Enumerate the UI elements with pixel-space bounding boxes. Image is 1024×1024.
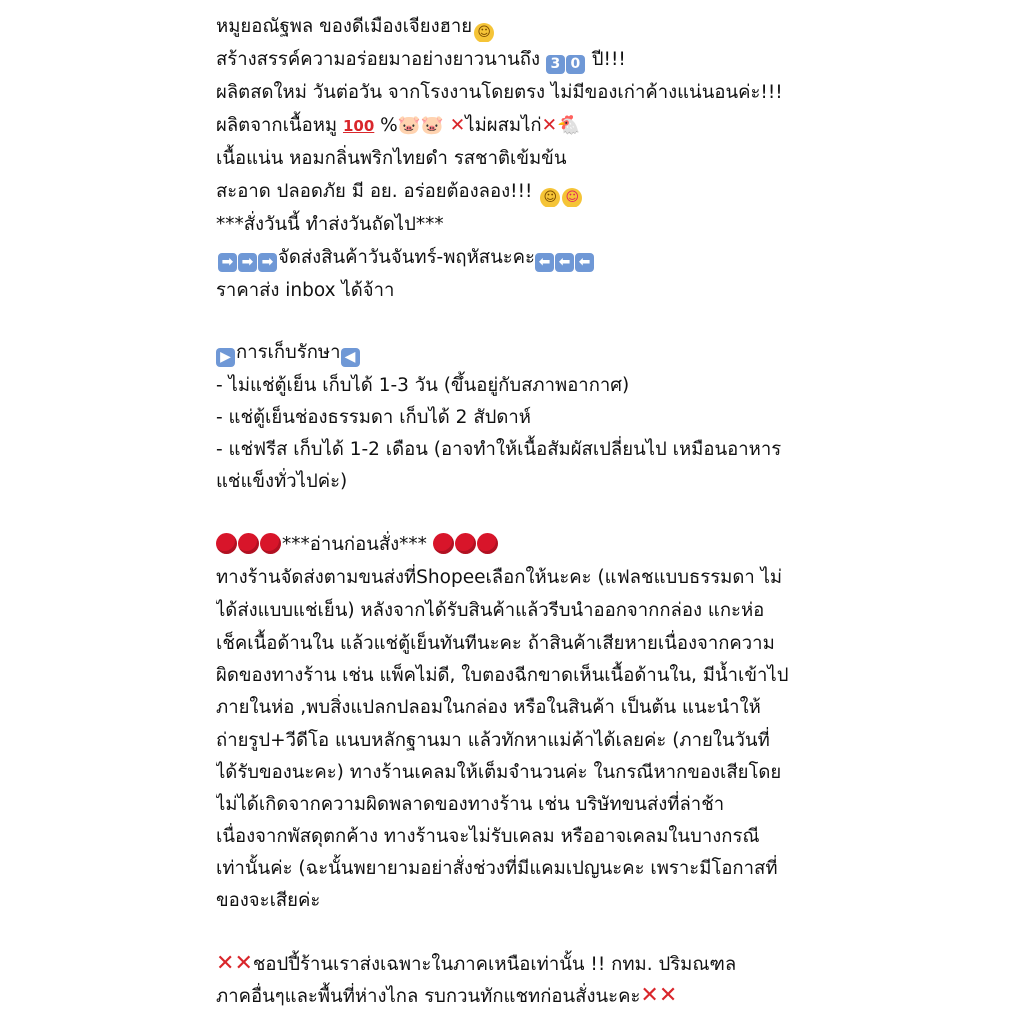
- policy-line: ได้ส่งแบบแช่เย็น) หลังจากได้รับสินค้าแล้วรีบนำออกจากกล่อง แกะห่อ: [216, 600, 765, 621]
- line-clean: [216, 177, 1016, 207]
- percent-text: %: [374, 115, 398, 136]
- storage-title: การเก็บรักษา: [236, 342, 341, 363]
- left-arrow-icon: ⬅: [575, 253, 594, 272]
- region-notice-text: ภาคอื่นๆและพื้นที่ห่างไกล รบกวนทักแชทก่อนสั่งนะคะ: [216, 986, 641, 1007]
- red-circle-icon: [238, 533, 259, 554]
- play-right-icon: ▶: [216, 348, 235, 367]
- clean-text: สะอาด ปลอดภัย มี อย. อร่อยต้องลอง!!!: [216, 181, 539, 202]
- heart-eyes-emoji-icon: ☺: [562, 188, 582, 207]
- storage-item-freezer: - แช่ฟรีส เก็บได้ 1-2 เดือน (อาจทำให้เนื้อสัมผัสเปลี่ยนไป เหมือนอาหาร: [216, 439, 782, 460]
- no-chicken-text: ไม่ผสมไก่: [465, 115, 542, 136]
- line-shipping-days: [218, 243, 1018, 273]
- yum-emoji-icon: ☺: [474, 23, 494, 42]
- digit-three-keycap-icon: 3: [546, 55, 565, 74]
- region-notice-line: [216, 949, 1016, 979]
- line-pork: [216, 111, 1016, 141]
- red-circle-icon: [433, 533, 454, 554]
- policy-line: ทางร้านจัดส่งตามขนส่งที่Shopeeเลือกให้นะคะ (แฟลชแบบธรรมดา ไม่: [216, 567, 783, 588]
- chicken-icon: 🐔: [557, 115, 581, 136]
- red-circle-icon: [477, 533, 498, 554]
- policy-line: ผิดของทางร้าน เช่น แพ็คไม่ดี, ใบตองฉีกขาดเห็นเนื้อด้านใน, มีน้ำเข้าไป: [216, 665, 789, 686]
- line-title: [216, 12, 1016, 42]
- line-texture: เนื้อแน่น หอมกลิ่นพริกไทยดำ รสชาติเข้มข้น: [216, 148, 567, 169]
- cross-mark-icon: ✕: [541, 115, 558, 136]
- pig-icon: 🐷: [420, 115, 444, 136]
- right-arrow-icon: ➡: [238, 253, 257, 272]
- policy-line: ไม่ได้เกิดจากความผิดพลาดของทางร้าน เช่น บริษัทขนส่งที่ล่าช้า: [216, 794, 725, 815]
- policy-line: ได้รับของนะคะ) ทางร้านเคลมให้เต็มจำนวนค่ะ ในกรณีหากของเสียโดย: [216, 762, 782, 783]
- read-title: ***อ่านก่อนสั่ง***: [282, 534, 433, 555]
- years-text: สร้างสรรค์ความอร่อยมาอย่างยาวนานถึง: [216, 49, 546, 70]
- policy-line: ถ่ายรูป+วีดีโอ แนบหลักฐานมา แล้วทักหาแม่ค้าได้เลยค่ะ (ภายในวันที่: [216, 730, 770, 751]
- pork-text: ผลิตจากเนื้อหมู: [216, 115, 343, 136]
- policy-line: เนื่องจากพัสดุตกค้าง ทางร้านจะไม่รับเคลม หรืออาจเคลมในบางกรณี: [216, 826, 760, 847]
- digit-zero-keycap-icon: 0: [566, 55, 585, 74]
- cross-mark-icon: ✕: [449, 115, 466, 136]
- line-years: [216, 45, 1016, 75]
- region-notice-text: ชอปปี้ร้านเราส่งเฉพาะในภาคเหนือเท่านั้น !! กทม. ปริมณฑล: [252, 954, 737, 975]
- title-text: หมูยอณัฐพล ของดีเมืองเจียงฮาย: [216, 16, 473, 37]
- policy-line: เท่านั้นค่ะ (ฉะนั้นพยายามอย่าสั่งช่วงที่มีแคมเปญนะคะ เพราะมีโอกาสที่: [216, 858, 778, 879]
- play-left-icon: ◀: [341, 348, 360, 367]
- yum-emoji-icon: ☺: [540, 188, 560, 207]
- read-before-order-heading: [216, 530, 1016, 560]
- policy-line: เช็คเนื้อด้านใน แล้วแช่ตู้เย็นทันทีนะคะ ถ้าสินค้าเสียหายเนื่องจากความ: [216, 633, 775, 654]
- right-arrow-icon: ➡: [218, 253, 237, 272]
- shipping-days-text: จัดส่งสินค้าวันจันทร์-พฤหัสนะคะ: [278, 247, 535, 268]
- red-circle-icon: [455, 533, 476, 554]
- pig-face-icon: 🐷: [397, 115, 421, 136]
- red-circle-icon: [216, 533, 237, 554]
- line-order-today: ***สั่งวันนี้ ทำส่งวันถัดไป***: [216, 214, 444, 235]
- storage-item-freezer-cont: แช่แข็งทั่วไปค่ะ): [216, 471, 348, 492]
- policy-line: ภายในห่อ ,พบสิ่งแปลกปลอมในกล่อง หรือในสินค้า เป็นต้น แนะนำให้: [216, 697, 761, 718]
- hundred-points-icon: 100: [342, 117, 375, 135]
- storage-item-room-temp: - ไม่แช่ตู้เย็น เก็บได้ 1-3 วัน (ขึ้นอยู่กับสภาพอากาศ): [216, 375, 630, 396]
- cross-mark-icon: ✕: [234, 951, 253, 976]
- right-arrow-icon: ➡: [258, 253, 277, 272]
- cross-mark-icon: ✕: [658, 983, 678, 1008]
- cross-mark-icon: ✕: [216, 951, 235, 976]
- left-arrow-icon: ⬅: [555, 253, 574, 272]
- red-circle-icon: [260, 533, 281, 554]
- storage-item-fridge: - แช่ตู้เย็นช่องธรรมดา เก็บได้ 2 สัปดาห์: [216, 407, 531, 428]
- line-wholesale: ราคาส่ง inbox ได้จ้าา: [216, 280, 395, 301]
- policy-line: ของจะเสียค่ะ: [216, 890, 321, 911]
- years-suffix: ปี!!!: [585, 49, 626, 70]
- storage-heading: [216, 338, 1016, 368]
- region-notice-line: [216, 981, 1016, 1011]
- line-fresh: ผลิตสดใหม่ วันต่อวัน จากโรงงานโดยตรง ไม่มีของเก่าค้างแน่นอนค่ะ!!!: [216, 82, 783, 103]
- cross-mark-icon: ✕: [640, 983, 659, 1008]
- left-arrow-icon: ⬅: [535, 253, 554, 272]
